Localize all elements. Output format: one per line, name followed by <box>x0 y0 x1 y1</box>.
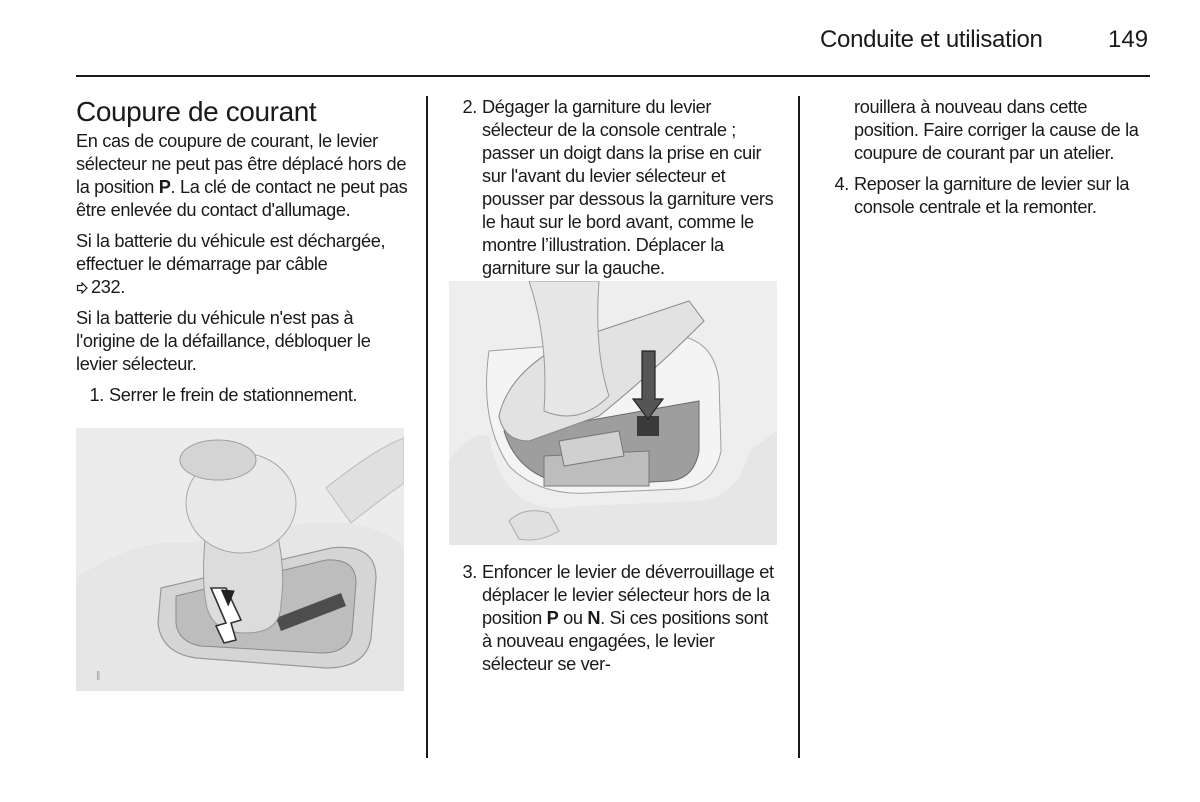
paragraph-battery: Si la batterie du véhicule est déchargée, effectuer le démarrage par câble 232. <box>76 231 386 297</box>
trim-removal-illustration <box>449 281 777 545</box>
column-2-lower <box>449 561 779 684</box>
page-reference: 232. <box>91 277 125 297</box>
paragraph-unlock: Si la batterie du véhicule n'est pas à l'origine de la défaillance, débloquer le levier sélecteur. <box>76 308 371 374</box>
column-3 <box>821 96 1153 227</box>
gear-shifter-illustration <box>76 428 404 691</box>
list-item-step-1: 1. Serrer le frein de stationnement. <box>89 385 358 405</box>
header-divider <box>76 75 1150 77</box>
page-number: 149 <box>1108 26 1149 53</box>
page-reference-arrow-icon <box>76 282 88 294</box>
list-item-step-3-continued: rouillera à nouveau dans cette position. Faire corriger la cause de la coupure de courant par un atelier. <box>854 97 1139 163</box>
section-heading: Coupure de courant <box>76 96 317 127</box>
list-item-step-2: 2. Dégager la garniture du levier sélecteur de la console centrale ; passer un doigt dans la prise en cuir sur l'avant du levier sélecteur et pousser par dessous la garniture vers le haut sur le bord avant, comme le montre l’illustration. Déplacer la garniture sur la gauche. <box>462 97 774 278</box>
column-1 <box>76 96 408 415</box>
column-divider-1 <box>426 96 428 758</box>
svg-text:‖: ‖ <box>96 671 101 681</box>
column-divider-2 <box>798 96 800 758</box>
running-header-title: Conduite et utilisation <box>820 26 1043 53</box>
paragraph-power-loss: En cas de coupure de courant, le levier sélecteur ne peut pas être déplacé hors de la position P. La clé de contact ne peut pas être enlevée du contact d'allumage. <box>76 131 408 220</box>
list-item-step-4: 4. Reposer la garniture de levier sur la console centrale et la remonter. <box>834 174 1130 217</box>
list-item-step-3: 3. Enfoncer le levier de déverrouillage et déplacer le levier sélecteur hors de la position P ou N. Si ces positions sont à nouveau engagées, le levier sélecteur se ver- <box>462 562 774 674</box>
column-2 <box>449 96 779 288</box>
